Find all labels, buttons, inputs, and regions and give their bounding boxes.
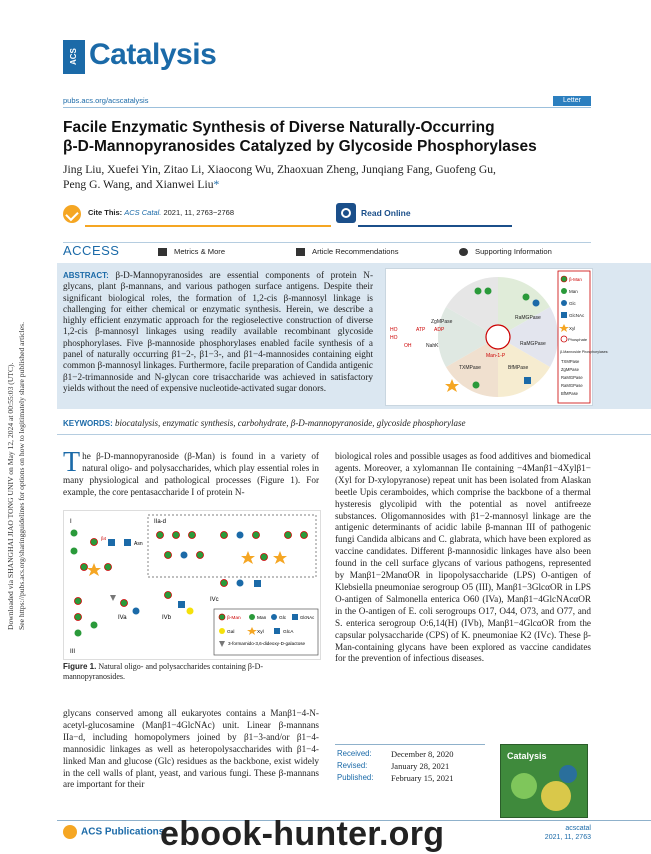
toc-phos-4: RaMGPase <box>561 383 583 388</box>
fig-beta-man-c <box>105 564 112 571</box>
acs-logo-mark: ACS <box>63 40 85 74</box>
author-list <box>63 162 583 192</box>
access-label: ACCESS <box>63 243 120 258</box>
toc-legend-xyl: Xyl <box>569 326 576 331</box>
fig-legend-gal: Gal <box>227 630 235 635</box>
download-notice-line1: Downloaded via SHANGHAI JIAO TONG UNIV on May 12, 2024 at 00:55:03 (UTC). <box>6 362 15 630</box>
journal-url[interactable]: pubs.acs.org/acscatalysis <box>63 96 149 105</box>
keywords-text: biocatalysis, enzymatic synthesis, carbohydrate, β-D-mannopyranoside, glycoside phosphorylase <box>115 418 466 428</box>
body-intro-text: he β-D-mannopyranoside (β-Man) is found in a variety of natural oligo- and polysaccharides, which play essential roles in many physiological and pathological processes (Figure 1). For example, the core pentasaccharide I of protein N- <box>63 451 319 497</box>
figure-label-i: I <box>70 519 72 525</box>
fig-beta-man-h <box>221 580 228 587</box>
fig-glca-a <box>254 580 261 587</box>
toc-legend-man-icon <box>561 288 567 294</box>
figure-label-ivb: IVb <box>162 615 172 621</box>
fig-legend-formamido-icon <box>219 641 225 647</box>
fig-xyl-a <box>87 563 101 576</box>
man-1-p-node <box>486 325 510 349</box>
toc-ho-2: HO <box>390 335 398 341</box>
fig-legend-xyl-icon <box>247 627 257 635</box>
date-published <box>335 773 485 785</box>
cite-journal: ACS Catal. <box>124 208 162 217</box>
fig-asn: Asn <box>134 541 143 547</box>
footer-right-2: 2021, 11, 2763 <box>544 834 591 841</box>
fig-chain-xyl-1 <box>241 551 255 564</box>
read-online-label: Read Online <box>361 208 411 218</box>
access-bar <box>63 242 591 261</box>
fig-chain-node-12 <box>261 554 268 561</box>
fig-man-b <box>71 548 78 555</box>
toc-man-1 <box>475 288 482 295</box>
cover-title: Catalysis <box>507 751 547 761</box>
fig-glc-b <box>237 580 244 587</box>
toc-man-4 <box>473 382 480 389</box>
toc-phos-title: β-Mannoside Phosphorylases: <box>560 350 609 354</box>
toc-legend-phosphate-icon <box>561 336 567 342</box>
abstract-text: β-D-Mannopyranosides are essential components of protein N-glycans, plant β-mannans, and various pathogen surface antigens. Despite their significant biological roles, the formation of 1,2-cis β-mannosyl linkage is challenging for either chemical or enzymatic synthesis. Herein, we describe a highly efficient enzymatic approach for the regioselective construction of diverse 1,2-cis β-mannosyl linkages using readily available recombinant glycoside phosphorylases. Five β-mannoside phosphorylases enabled facile synthesis of a panel of naturally occurring β1−2-, β1−3-, and β1−4-mannosides containing eight common β-mannosyl linkages. Furthermore, facile preparation of Candida antigenic β1−2-trimannoside and N-glycan core trisaccharide was achieved in satisfactory yields without the need of expensive nucleotide-activated sugar donors. <box>63 270 373 393</box>
toc-legend-glcnac-icon <box>561 312 567 318</box>
history-dates <box>335 744 485 809</box>
fig-beta-man-e <box>75 614 82 621</box>
fig-legend-man: Man <box>257 616 267 621</box>
cover-art-blob-1 <box>511 773 537 799</box>
toc-legend-glcnac: GlcNAc <box>569 313 585 318</box>
figure-label-iva: IVa <box>118 615 127 621</box>
download-notice-line2: See https://pubs.acs.org/sharingguidelines for options on how to legitimately share published articles. <box>17 322 26 630</box>
metrics-label: Metrics & More <box>174 247 226 256</box>
toc-enzyme-ramg2: RaMGPase <box>520 341 546 347</box>
fig-legend-formamido: 3-formamido-3,6-dideoxy-D-galactose <box>228 641 306 646</box>
fig-legend-glca: GlcA <box>283 630 294 635</box>
fig-gal-a <box>187 608 194 615</box>
fig-glc-a <box>133 608 140 615</box>
abstract <box>63 270 373 394</box>
abstract-label: ABSTRACT: <box>63 271 109 280</box>
fig-legend-man-icon <box>249 614 255 620</box>
fig-glcnac-b <box>124 539 131 546</box>
keywords <box>63 418 591 428</box>
title-line-1: Facile Enzymatic Synthesis of Diverse Naturally-Occurring <box>63 119 495 136</box>
fig-link-b4: β4 <box>101 536 107 541</box>
figure-1-caption <box>63 662 319 682</box>
fig-man-a <box>71 530 78 537</box>
download-notice-sidebar <box>4 160 28 630</box>
journal-cover-thumbnail[interactable] <box>500 744 588 818</box>
figure-1-svg <box>64 511 320 659</box>
recs-label: Article Recommendations <box>312 247 399 256</box>
fig-legend-gal-icon <box>219 628 225 634</box>
fig-chain-node-10 <box>181 552 188 559</box>
fig-man-c <box>75 630 82 637</box>
fig-man-d <box>91 622 98 629</box>
bar-chart-icon <box>158 248 167 256</box>
cite-label: Cite This: <box>88 208 123 217</box>
fig-chain-node-4 <box>221 532 228 539</box>
article-type-badge: Letter <box>553 96 591 106</box>
metrics-link[interactable] <box>158 247 225 256</box>
body-right-column: biological roles and possible usages as food additives and biomedical agents. Moreover, a xylomannan IIe containing −4Manβ1−4Xylβ1− (Xyl for D-xylopyranose) repeat unit has been isolated from Alaskan beetle Upis ceramboides, which comprise the backbone of a thermal hysteresis glycolipid with the potential as novel antifreeze substances. Oligomannosides with β1−2-mannosyl linkage are the antigenic determinants of acidic labile β-mannan III of pathogenic fungi Candida albicans and C. glabrata, which have been explored as vaccine candidates. Different β-mannosidic linkages have also been found in the cell surface glycans of various pathogens, represented by Manβ1−2ManαOR in lipopolysaccharide (LPS) O-antigen of Klebsiella pneumoniae serogroup O5 (III), Manβ1−3GlcαOR in LPS O-antigen of Salmonella enterica O60 (IVa), Manβ1−4GlcNAcαOR in the O-antigen of E. coli serogroups O17, O44, O73, and O77, and S. enterica serogroup O:6,14(H) (IVb), Manβ1−4GlcαOR from the capsular polysaccharide (CPS) of K. pneumoniae K2 (IVc). These β-Man-containing glycans have been explored as vaccine candidates for the prevention of infectious diseases. <box>335 451 591 664</box>
fig-beta-man-d <box>75 598 82 605</box>
footer-right-1: acscatal <box>565 825 591 832</box>
supporting-info-icon <box>459 248 468 256</box>
figure-label-ii: IIa-d <box>154 519 167 525</box>
read-online-underline <box>358 225 512 227</box>
fig-chain-xyl-2 <box>273 551 287 564</box>
toc-phos-2: ZgMPase <box>561 367 579 372</box>
fig-formamido-a <box>110 595 116 601</box>
toc-enzyme-nahk: NahK <box>426 343 439 349</box>
header-divider <box>63 107 591 108</box>
cover-art-blob-3 <box>559 765 577 783</box>
fig-beta-man-g <box>165 592 172 599</box>
acs-publications-logo[interactable] <box>63 825 164 839</box>
date-value: January 28, 2021 <box>391 761 450 771</box>
date-received <box>335 749 485 761</box>
body-left-continued: glycans conserved among all eukaryotes contains a Manβ1−4-N-acetyl-glucosamine (Manβ1−4GlcNAc) unit. Linear β-mannans IIa−d, including homopolymers joined by β1−3-and/or β1−4-mannosidic linkages as well as heteropolysaccharides with β1−4-linked Man and glucose (Glc) residues as the backbone, exist widely in the cell walls of plant, yeast, and various fungi. These β-mannans are important for their <box>63 708 319 790</box>
date-value: December 8, 2020 <box>391 749 454 759</box>
fig-legend-glca-icon <box>274 628 280 634</box>
read-online-button[interactable] <box>336 203 512 225</box>
supporting-info-link[interactable] <box>459 247 552 256</box>
cite-text <box>88 208 234 217</box>
figure-label-ivc: IVc <box>210 597 219 603</box>
toc-man-3 <box>523 294 530 301</box>
fig-chain-node-6 <box>253 532 260 539</box>
drop-cap: T <box>63 447 81 478</box>
figure-caption-text: Natural oligo- and polysaccharides containing β-D-mannopyranosides. <box>63 662 264 681</box>
journal-logo[interactable] <box>63 38 233 78</box>
toc-legend-glc-icon <box>561 300 567 306</box>
cite-underline <box>85 225 331 227</box>
cover-art-blob-2 <box>541 781 571 811</box>
toc-enzyme-zg: ZgMPase <box>431 319 453 325</box>
fig-beta-man-b <box>81 564 88 571</box>
figure-1[interactable] <box>63 510 321 660</box>
journal-name: Catalysis <box>89 38 217 71</box>
authors-line-2 <box>63 177 583 192</box>
toc-man-2 <box>485 288 492 295</box>
cite-ref: 2021, 11, 2763−2768 <box>163 208 235 217</box>
toc-phos-1: TXMPase <box>561 359 580 364</box>
keywords-divider <box>57 434 651 435</box>
toc-legend-glc: Glc <box>569 301 576 306</box>
footer-citation <box>520 824 591 842</box>
toc-enzyme-ramg1: RaMGPase <box>515 315 541 321</box>
figure-caption-label: Figure 1. <box>63 662 97 671</box>
date-key: Received: <box>337 749 372 758</box>
title-line-2: β-D-Mannopyranosides Catalyzed by Glycoside Phosphorylases <box>63 138 537 155</box>
toc-legend-beta-man: β-Man <box>569 277 582 282</box>
fig-chain-node-3 <box>189 532 196 539</box>
toc-legend-beta-man-icon <box>561 276 567 282</box>
toc-glcnac-1 <box>524 377 531 384</box>
figure-panel-ii-box <box>148 515 316 577</box>
fig-glcnac-c <box>178 601 185 608</box>
fig-legend-glcnac: GlcNAc <box>300 615 315 620</box>
toc-xyl-1 <box>445 379 459 392</box>
corresponding-author-star[interactable]: * <box>213 178 220 191</box>
fig-legend-glc: Glc <box>279 616 287 621</box>
fig-legend-beta-man: β-Man <box>227 616 241 621</box>
fig-legend-glc-icon <box>271 614 277 620</box>
man-1-p-label: Man-1-P <box>486 353 506 359</box>
date-revised <box>335 761 485 773</box>
fig-chain-node-1 <box>157 532 164 539</box>
toc-phos-3: RaMGPase <box>561 375 583 380</box>
toc-adp: ADP <box>434 327 445 333</box>
figure-label-iii: III <box>70 649 76 655</box>
cite-this-box[interactable] <box>63 203 331 225</box>
toc-legend-man: Man <box>569 289 578 294</box>
fig-legend-beta-man-icon <box>219 614 225 620</box>
fig-chain-ii <box>157 532 308 565</box>
toc-graphic-svg <box>386 269 609 405</box>
fig-glcnac-a <box>108 539 115 546</box>
toc-graphic[interactable] <box>385 268 609 406</box>
toc-atp: ATP <box>416 327 426 333</box>
toc-oh: OH <box>404 343 412 349</box>
fig-chain-node-7 <box>285 532 292 539</box>
article-title <box>63 118 583 156</box>
authors-line-2-text: Peng G. Wang, and Xianwei Liu <box>63 178 214 191</box>
recommendations-link[interactable] <box>296 247 399 256</box>
checkmark-icon <box>63 205 81 223</box>
toc-phos-5: BfMPase <box>561 391 578 396</box>
date-key: Published: <box>337 773 374 782</box>
keywords-label: KEYWORDS: <box>63 419 113 428</box>
date-value: February 15, 2021 <box>391 773 454 783</box>
toc-enzyme-tx: TXMPase <box>459 365 481 371</box>
date-key: Revised: <box>337 761 368 770</box>
fig-chain-node-9 <box>165 552 172 559</box>
toc-legend-phosphate: Phosphate <box>568 337 588 342</box>
fig-chain-node-2 <box>173 532 180 539</box>
acs-publications-text: ACS Publications <box>81 826 165 838</box>
toc-ho-1: HO <box>390 327 398 333</box>
fig-chain-node-8 <box>301 532 308 539</box>
acs-publications-icon <box>63 825 77 839</box>
fig-beta-man-f <box>121 600 128 607</box>
toc-enzyme-bf: BfMPase <box>508 365 529 371</box>
fig-chain-node-5 <box>237 532 244 539</box>
authors-line-1: Jing Liu, Xuefei Yin, Zitao Li, Xiaocong Wu, Zhaoxuan Zheng, Junqiang Fang, Guofeng Gu, <box>63 163 496 176</box>
fig-legend-glcnac-icon <box>292 614 298 620</box>
fig-chain-node-11 <box>197 552 204 559</box>
watermark: ebook-hunter.org <box>160 815 445 853</box>
body-intro <box>63 447 319 499</box>
fig-legend-xyl: Xyl <box>257 630 264 635</box>
read-online-icon <box>336 203 356 223</box>
article-icon <box>296 248 305 256</box>
si-label: Supporting Information <box>475 247 552 256</box>
fig-beta-man-a <box>91 539 98 546</box>
toc-glc-1 <box>533 300 540 307</box>
